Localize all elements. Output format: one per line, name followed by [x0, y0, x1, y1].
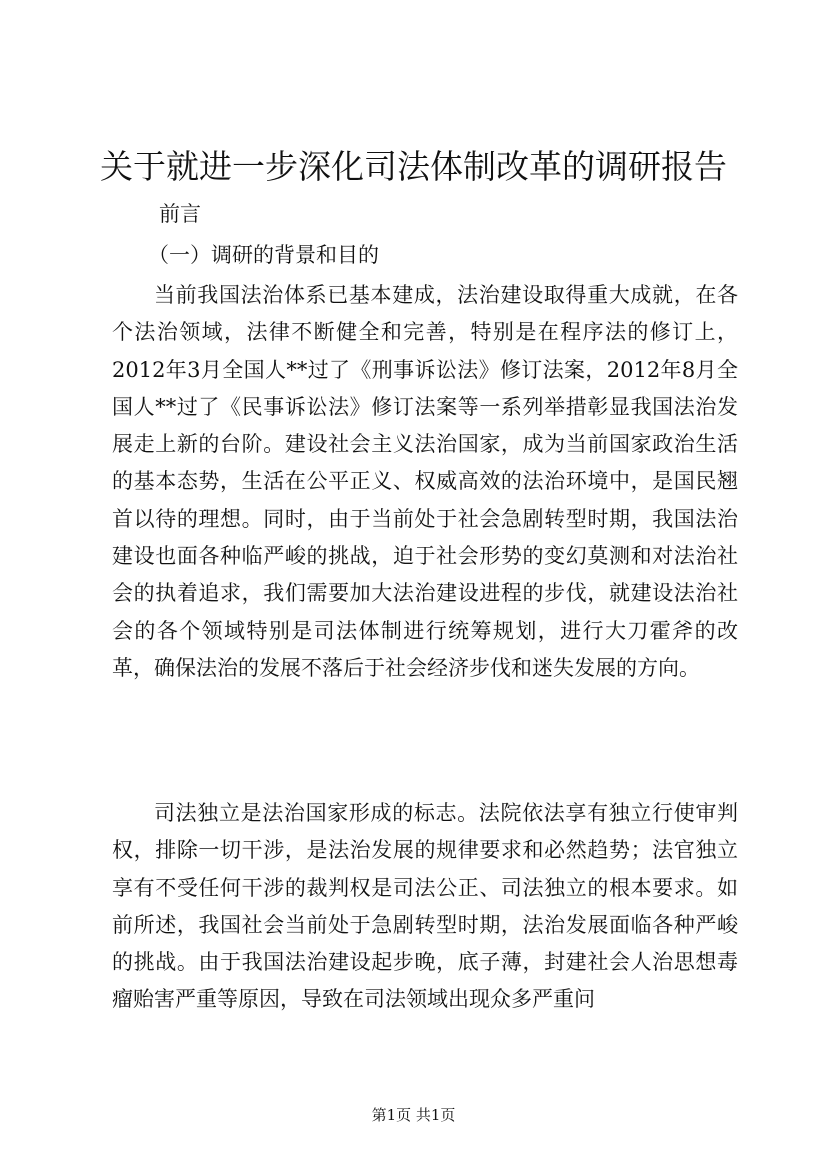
- body-paragraph-1: 当前我国法治体系已基本建成，法治建设取得重大成就，在各个法治领域，法律不断健全和完善，特别是在程序法的修订上，2012年3月全国人**过了《刑事诉讼法》修订法案，2012年8月全国人**过了《民事诉讼法》修订法案等一系列举措彰显我国法治发展走上新的台阶。建设社会主义法治国家，成为当前国家政治生活的基本态势，生活在公平正义、权威高效的法治环境中，是国民翘首以待的理想。同时，由于当前处于社会急剧转型时期，我国法治建设也面各种临严峻的挑战，迫于社会形势的变幻莫测和对法治社会的执着追求，我们需要加大法治建设进程的步伐，就建设法治社会的各个领域特别是司法体制进行统筹规划，进行大刀霍斧的改革，确保法治的发展不落后于社会经济步伐和迷失发展的方向。: [112, 283, 738, 680]
- preface-heading: 前言: [159, 202, 201, 226]
- body-paragraph-2: 司法独立是法治国家形成的标志。法院依法享有独立行使审判权，排除一切干涉，是法治发展的规律要求和必然趋势；法官独立享有不受任何干涉的裁判权是司法公正、司法独立的根本要求。如前所述，我国社会当前处于急剧转型时期，法治发展面临各种严峻的挑战。由于我国法治建设起步晚，底子薄，封建社会人治思想毒瘤贻害严重等原因，导致在司法领域出现众多严重问: [112, 801, 738, 1012]
- document-title: 关于就进一步深化司法体制改革的调研报告: [100, 147, 727, 186]
- page-footer: 第1页 共1页: [371, 1106, 456, 1124]
- section-heading: （一）调研的背景和目的: [148, 243, 379, 267]
